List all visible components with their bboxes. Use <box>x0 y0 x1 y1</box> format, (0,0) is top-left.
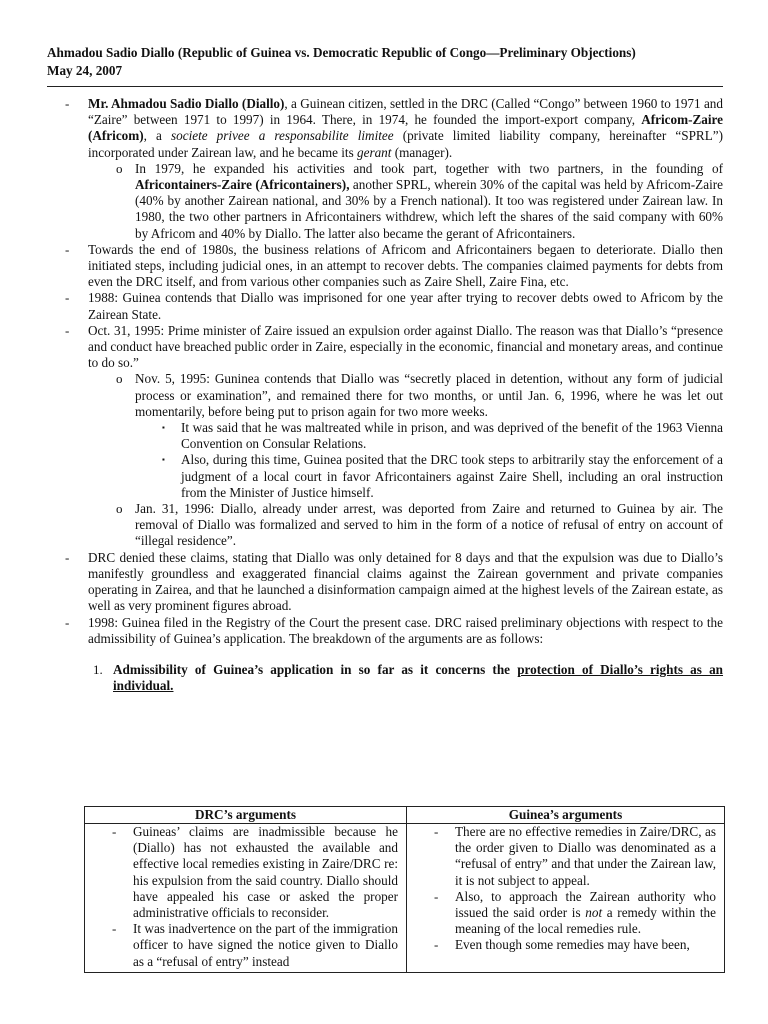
dash-bullet: - <box>112 921 117 937</box>
square-bullet: ▪ <box>162 423 165 433</box>
fact-expulsion-order: - Oct. 31, 1995: Prime minister of Zaire issued an expulsion order against Diallo. The reason was that Diallo’s “presence and conduct have breached public order in Zaire, especially in the economic, financial and monetary areas, and continue to do so.” <box>65 322 723 371</box>
fact-enforcement-stay: ▪ Also, during this time, Guinea posited that the DRC took steps to arbitrarily stay the enforcement of a judgment of a local court in favor Africontainers against Zaire Shell, including an oral instruction from the Minister of Justice himself. <box>162 452 723 500</box>
guinea-argument: - Also, to approach the Zairean authority who issued the said order is not a remedy within the meaning of the local remedies rule. <box>434 888 716 937</box>
circle-bullet: o <box>116 501 123 517</box>
drc-arguments-header: DRC’s arguments <box>85 807 407 824</box>
guinea-arguments-header: Guinea’s arguments <box>407 807 725 824</box>
guinea-argument: - There are no effective remedies in Zaire/DRC, as the order given to Diallo was denominated as a “refusal of entry” and that under the Zairean law, it is not subject to appeal. <box>434 824 716 888</box>
guinea-arguments-cell <box>407 824 725 973</box>
drc-argument: - Guineas’ claims are inadmissible because he (Diallo) has not exhausted the available and effective local remedies existing in Zaire/DRC re: his expulsion from the said country. Diallo should have appealed his case or asked the proper administrative officials to reconsider. <box>112 824 398 921</box>
issue-number: 1. <box>93 661 103 677</box>
document-heading <box>47 44 737 80</box>
dash-bullet: - <box>434 824 439 839</box>
dash-bullet: - <box>434 937 439 953</box>
drc-argument: - It was inadvertence on the part of the immigration officer to have signed the notice given to Diallo as a “refusal of entry” instead <box>112 921 398 969</box>
dash-bullet: - <box>65 241 70 257</box>
heading-rule <box>47 86 723 87</box>
fact-deportation: o Jan. 31, 1996: Diallo, already under arrest, was deported from Zaire and returned to Guinea by air. The removal of Diallo was formalized and served to him in the form of a notice of refusal of entry on account of “illegal residence”. <box>116 501 723 549</box>
case-date: May 24, 2007 <box>47 63 123 78</box>
fact-maltreatment: ▪ It was said that he was maltreated while in prison, and was deprived of the benefit of the 1963 Vienna Convention on Consular Relations. <box>162 420 723 452</box>
dash-bullet: - <box>65 614 70 630</box>
guinea-argument: - Even though some remedies may have been, <box>434 937 690 953</box>
fact-africontainers: o In 1979, he expanded his activities and took part, together with two partners, in the founding of Africontainers-Zaire (Africontainers), another SPRL, wherein 30% of the capital was held by Africom-Zaire (40% by another Zairean national, and 30% by a French national). It too was registered under Zairean law. In 1980, the two other partners in Africontainers withdrew, which left the shares of the said company with 60% by Africom and 40% by Diallo. The latter also became the gerant of Africontainers. <box>116 160 723 241</box>
dash-bullet: - <box>65 322 70 338</box>
facts-section <box>47 96 723 694</box>
table-row <box>85 824 725 973</box>
table-header-row <box>85 807 725 824</box>
fact-1998-filing: - 1998: Guinea filed in the Registry of the Court the present case. DRC raised preliminary objections with respect to the admissibility of Guinea’s application. The breakdown of the arguments are as follows: <box>65 614 723 646</box>
dash-bullet: - <box>65 96 70 111</box>
fact-detention: o Nov. 5, 1995: Guninea contends that Diallo was “secretly placed in detention, without any form of judicial process or examination”, and remained there for two months, or until Jan. 6, 1996, where he was let out momentarily, before being put to prison again for two more weeks. <box>116 371 723 419</box>
fact-business-relations: - Towards the end of 1980s, the business relations of Africom and Africontainers begaen to deteriorate. Diallo then initiated steps, including judicial ones, in an attempt to recover debts. The companies claimed payments for debts from even the DRC itself, and from various other companies such as Zaire Shell, Zaire Fina, etc. <box>65 241 723 290</box>
case-title: Ahmadou Sadio Diallo (Republic of Guinea vs. Democratic Republic of Congo—Preliminary Objections) <box>47 45 636 60</box>
dash-bullet: - <box>112 824 117 839</box>
arguments-table <box>84 806 725 973</box>
drc-arguments-cell <box>85 824 407 973</box>
circle-bullet: o <box>116 160 123 176</box>
dash-bullet: - <box>65 290 70 306</box>
fact-drc-denial: - DRC denied these claims, stating that Diallo was only detained for 8 days and that the expulsion was due to Diallo’s manifestly groundless and exaggerated financial claims against the Zairean government and private companies operating in Zairea, and that he launched a disinformation campaign aimed at the highest levels of the Zairean estate, as well as very prominent figures abroad. <box>65 549 723 614</box>
fact-1988-imprisonment: - 1988: Guinea contends that Diallo was imprisoned for one year after trying to recover debts owed to Africom by the Zairean State. <box>65 290 723 322</box>
fact-diallo-background: - Mr. Ahmadou Sadio Diallo (Diallo), a Guinean citizen, settled in the DRC (Called “Congo” between 1960 to 1971 and “Zaire” between 1971 to 1997) in 1964. There, in 1974, he founded the import-export company, Africom-Zaire (Africom), a societe privee a responsabilite limitee (private limited liability company, hereinafter “SPRL”) incorporated under Zairean law, and he became its gerant (manager). <box>65 96 724 160</box>
dash-bullet: - <box>65 549 70 565</box>
square-bullet: ▪ <box>162 455 165 465</box>
dash-bullet: - <box>434 888 439 904</box>
circle-bullet: o <box>116 371 123 387</box>
issue-heading: 1. Admissibility of Guinea’s application in so far as it concerns the protection of Diallo’s rights as an individual. <box>93 661 724 694</box>
